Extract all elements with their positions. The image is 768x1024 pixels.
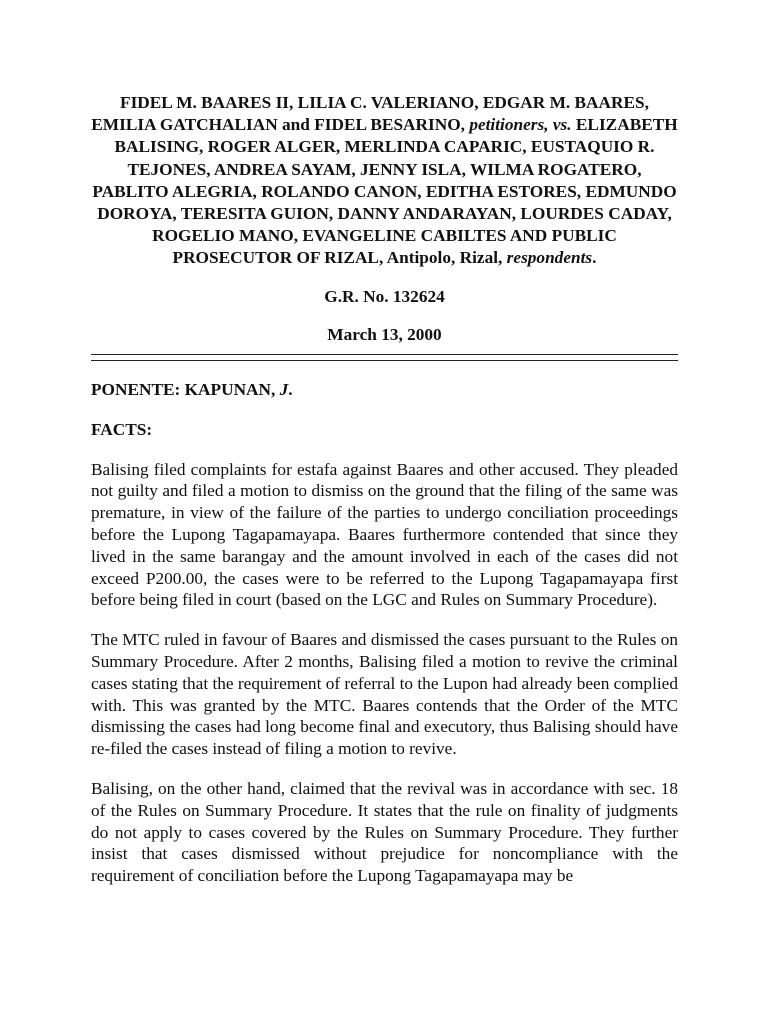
respondents-names: ELIZABETH BALISING, ROGER ALGER, MERLINDA CAPARIC, EUSTAQUIO R. TEJONES, ANDREA SAYAM, JENNY ISLA, WILMA ROGATERO, PABLITO ALEGRIA, ROLANDO CANON, EDITHA ESTORES, EDMUNDO DOROYA, TERESITA GUION, DANNY ANDARAYAN, LOURDES CADAY, ROGELIO MANO, EVANGELINE CABILTES AND PUBLIC PROSECUTOR OF RIZAL, Antipolo, Rizal, — [92, 115, 678, 268]
gr-number: G.R. No. 132624 — [324, 286, 445, 306]
respondents-label: respondents — [506, 248, 593, 268]
facts-heading: FACTS: — [91, 419, 153, 439]
vs-label: vs — [552, 115, 568, 135]
decision-date: March 13, 2000 — [327, 324, 442, 344]
petitioners-label: petitioners — [469, 115, 545, 135]
document-page — [91, 92, 678, 887]
double-rule-divider — [91, 354, 678, 361]
ponente-line: PONENTE: KAPUNAN, J. — [91, 379, 293, 399]
facts-paragraph-3: Balising, on the other hand, claimed that the revival was in accordance with sec. 18 of the Rules on Summary Procedure. It states that the rule on finality of judgments do not apply to cases covered by the Rules on Summary Procedure. They further insist that cases dismissed without prejudice for noncompliance with the requirement of conciliation before the Lupong Tagapamayapa may be — [91, 778, 678, 886]
facts-paragraph-1: Balising filed complaints for estafa against Baares and other accused. They pleaded not guilty and filed a motion to dismiss on the ground that the filing of the same was premature, in view of the failure of the parties to undergo conciliation proceedings before the Lupong Tagapamayapa. Baares furthermore contended that since they lived in the same barangay and the amount involved in each of the cases did not exceed P200.00, the cases were to be referred to the Lupong Tagapamayapa first before being filed in court (based on the LGC and Rules on Summary Procedure). — [91, 459, 678, 610]
ponente-suffix: J — [279, 379, 289, 399]
case-caption: FIDEL M. BAARES II, LILIA C. VALERIANO, EDGAR M. BAARES, EMILIA GATCHALIAN and FIDEL BESARINO, petitioners, vs. ELIZABETH BALISING, ROGER ALGER, MERLINDA CAPARIC, EUSTAQUIO R. TEJONES, ANDREA SAYAM, JENNY ISLA, WILMA ROGATERO, PABLITO ALEGRIA, ROLANDO CANON, EDITHA ESTORES, EDMUNDO DOROYA, TERESITA GUION, DANNY ANDARAYAN, LOURDES CADAY, ROGELIO MANO, EVANGELINE CABILTES AND PUBLIC PROSECUTOR OF RIZAL, Antipolo, Rizal, respondents. — [91, 93, 678, 268]
facts-paragraph-2: The MTC ruled in favour of Baares and dismissed the cases pursuant to the Rules on Summary Procedure. After 2 months, Balising filed a motion to revive the criminal cases stating that the requirement of referral to the Lupon had already been complied with. This was granted by the MTC. Baares contends that the Order of the MTC dismissing the cases had long become final and executory, thus Balising should have re-filed the cases instead of filing a motion to revive. — [91, 630, 678, 759]
petitioners-names: FIDEL M. BAARES II, LILIA C. VALERIANO, EDGAR M. BAARES, EMILIA GATCHALIAN and FIDEL BESARINO, — [91, 93, 649, 135]
ponente-label: PONENTE: KAPUNAN — [91, 379, 272, 399]
